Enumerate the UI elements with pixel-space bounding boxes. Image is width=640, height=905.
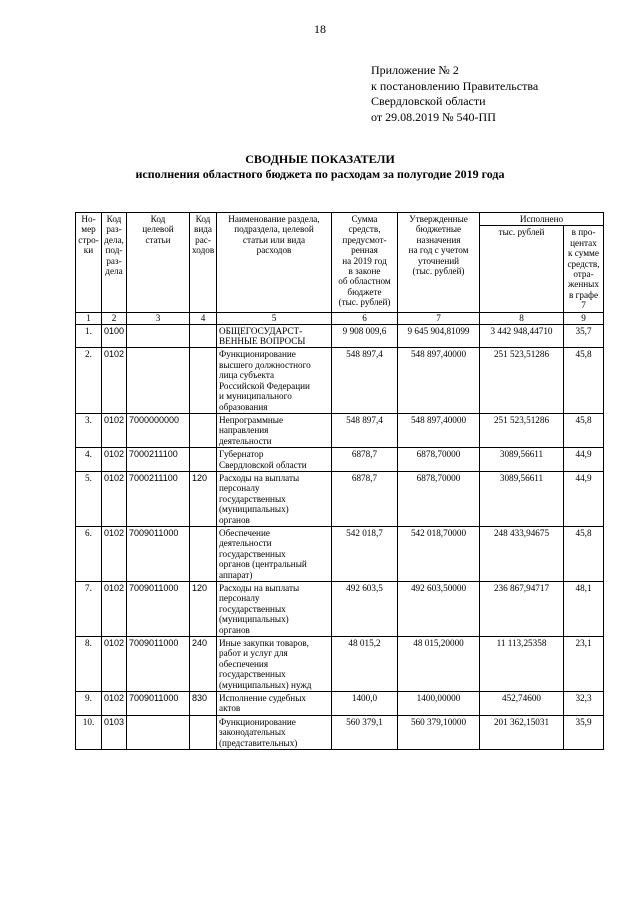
row-name-cell: Расходы на выплаты персоналу государственных (муниципальных) органов	[217, 471, 332, 526]
executed-cell: 236 867,94717	[480, 582, 564, 637]
executed-cell: 452,74600	[480, 692, 564, 716]
law-amount-cell: 9 908 009,6	[332, 324, 398, 348]
percent-cell: 35,9	[564, 715, 604, 749]
appendix-note	[371, 63, 538, 125]
executed-cell: 3089,56611	[480, 448, 564, 472]
row-number-cell: 7.	[76, 582, 102, 637]
table-row	[76, 348, 604, 413]
table-row	[76, 526, 604, 581]
column-number-cell: 6	[332, 312, 398, 324]
budget-table	[75, 212, 604, 750]
column-number-cell: 7	[398, 312, 480, 324]
appendix-line: Приложение № 2	[371, 63, 459, 77]
section-code-cell: 0102	[102, 692, 127, 716]
appendix-line: от 29.08.2019 № 540-ПП	[371, 109, 496, 124]
row-number-cell: 3.	[76, 413, 102, 447]
row-name-cell: Иные закупки товаров, работ и услуг для обеспечения государственных (муниципальных) нужд	[217, 637, 332, 692]
row-number-cell: 8.	[76, 637, 102, 692]
subtitle-line: исполнения областного бюджета по расходам за полугодие 2019 года	[135, 167, 505, 181]
executed-cell: 3 442 948,44710	[480, 324, 564, 348]
row-number-cell: 10.	[76, 715, 102, 749]
header-executed-percent: в про- центах к сумме средств, отра- женных в графе 7	[564, 226, 604, 312]
table-row	[76, 448, 604, 472]
percent-cell: 45,8	[564, 526, 604, 581]
approved-cell: 548 897,40000	[398, 413, 480, 447]
percent-cell: 48,1	[564, 582, 604, 637]
expense-type-cell	[190, 715, 217, 749]
law-amount-cell: 48 015,2	[332, 637, 398, 692]
target-code-cell	[127, 324, 190, 348]
section-code-cell: 0100	[102, 324, 127, 348]
law-amount-cell: 492 603,5	[332, 582, 398, 637]
table-row	[76, 471, 604, 526]
expense-type-cell	[190, 526, 217, 581]
approved-cell: 1400,00000	[398, 692, 480, 716]
section-code-cell: 0103	[102, 715, 127, 749]
executed-cell: 201 362,15031	[480, 715, 564, 749]
header-executed: Исполнено	[480, 213, 604, 226]
percent-cell: 44,9	[564, 448, 604, 472]
target-code-cell: 7000211100	[127, 471, 190, 526]
section-code-cell: 0102	[102, 582, 127, 637]
table-row	[76, 692, 604, 716]
target-code-cell: 7009011000	[127, 526, 190, 581]
target-code-cell: 7000000000	[127, 413, 190, 447]
approved-cell: 48 015,20000	[398, 637, 480, 692]
law-amount-cell: 548 897,4	[332, 413, 398, 447]
row-name-cell: Обеспечение деятельности государственных органов (центральный аппарат)	[217, 526, 332, 581]
row-name-cell: Непрограммные направления деятельности	[217, 413, 332, 447]
header-section-code: Код раз- дела, под- раз- дела	[102, 213, 127, 313]
approved-cell: 560 379,10000	[398, 715, 480, 749]
law-amount-cell: 6878,7	[332, 471, 398, 526]
header-row	[76, 213, 604, 226]
row-number-cell: 5.	[76, 471, 102, 526]
law-amount-cell: 542 018,7	[332, 526, 398, 581]
percent-cell: 44,9	[564, 471, 604, 526]
header-name: Наименование раздела, подраздела, целевой статьи или вида расходов	[217, 213, 332, 313]
percent-cell: 23,1	[564, 637, 604, 692]
approved-cell: 492 603,50000	[398, 582, 480, 637]
header-expense-type-code: Код вида рас- ходов	[190, 213, 217, 313]
row-name-cell: Расходы на выплаты персоналу государственных (муниципальных) органов	[217, 582, 332, 637]
section-code-cell: 0102	[102, 413, 127, 447]
percent-cell: 35,7	[564, 324, 604, 348]
executed-cell: 251 523,51286	[480, 348, 564, 413]
percent-cell: 45,8	[564, 413, 604, 447]
row-number-cell: 9.	[76, 692, 102, 716]
column-number-cell: 2	[102, 312, 127, 324]
appendix-line: Свердловской области	[371, 94, 486, 108]
title-line: СВОДНЫЕ ПОКАЗАТЕЛИ	[245, 152, 395, 166]
appendix-line: к постановлению Правительства	[371, 78, 539, 93]
column-number-cell: 4	[190, 312, 217, 324]
section-code-cell: 0102	[102, 637, 127, 692]
expense-type-cell: 120	[190, 471, 217, 526]
section-code-cell: 0102	[102, 471, 127, 526]
header-executed-thousands: тыс. рублей	[480, 226, 564, 312]
header-target-code: Код целевой статьи	[127, 213, 190, 313]
expense-type-cell	[190, 413, 217, 447]
section-code-cell: 0102	[102, 348, 127, 413]
table-row	[76, 324, 604, 348]
expense-type-cell: 240	[190, 637, 217, 692]
target-code-cell	[127, 715, 190, 749]
row-number-cell: 1.	[76, 324, 102, 348]
approved-cell: 9 645 904,81099	[398, 324, 480, 348]
expense-type-cell	[190, 448, 217, 472]
row-name-cell: Функционирование законодательных (представительных)	[217, 715, 332, 749]
target-code-cell	[127, 348, 190, 413]
row-name-cell: Функционирование высшего должностного лица субъекта Российской Федерации и муниципального образования	[217, 348, 332, 413]
column-number-cell: 8	[480, 312, 564, 324]
header-law-amount: Сумма средств, предусмот- ренная на 2019 год в законе об областном бюджете (тыс. рублей)	[332, 213, 398, 313]
target-code-cell: 7009011000	[127, 582, 190, 637]
law-amount-cell: 6878,7	[332, 448, 398, 472]
section-code-cell: 0102	[102, 526, 127, 581]
document-title	[0, 152, 640, 182]
page-number: 18	[314, 22, 326, 36]
law-amount-cell: 1400,0	[332, 692, 398, 716]
column-number-row	[76, 312, 604, 324]
column-number-cell: 9	[564, 312, 604, 324]
approved-cell: 548 897,40000	[398, 348, 480, 413]
section-code-cell: 0102	[102, 448, 127, 472]
row-name-cell: Губернатор Свердловской области	[217, 448, 332, 472]
column-number-cell: 1	[76, 312, 102, 324]
row-number-cell: 2.	[76, 348, 102, 413]
table-row	[76, 715, 604, 749]
expense-type-cell	[190, 324, 217, 348]
table-row	[76, 637, 604, 692]
table-row	[76, 582, 604, 637]
executed-cell: 11 113,25358	[480, 637, 564, 692]
expense-type-cell	[190, 348, 217, 413]
row-number-cell: 4.	[76, 448, 102, 472]
expense-type-cell: 120	[190, 582, 217, 637]
percent-cell: 45,8	[564, 348, 604, 413]
approved-cell: 542 018,70000	[398, 526, 480, 581]
header-row-num: Но- мер стро- ки	[76, 213, 102, 313]
target-code-cell: 7009011000	[127, 637, 190, 692]
executed-cell: 251 523,51286	[480, 413, 564, 447]
table-row	[76, 413, 604, 447]
expense-type-cell: 830	[190, 692, 217, 716]
row-number-cell: 6.	[76, 526, 102, 581]
percent-cell: 32,3	[564, 692, 604, 716]
column-number-cell: 5	[217, 312, 332, 324]
target-code-cell: 7009011000	[127, 692, 190, 716]
executed-cell: 248 433,94675	[480, 526, 564, 581]
target-code-cell: 7000211100	[127, 448, 190, 472]
row-name-cell: Исполнение судебных актов	[217, 692, 332, 716]
header-approved: Утвержденные бюджетные назначения на год с учетом уточнений (тыс. рублей)	[398, 213, 480, 313]
law-amount-cell: 560 379,1	[332, 715, 398, 749]
column-number-cell: 3	[127, 312, 190, 324]
approved-cell: 6878,70000	[398, 448, 480, 472]
executed-cell: 3089,56611	[480, 471, 564, 526]
law-amount-cell: 548 897,4	[332, 348, 398, 413]
row-name-cell: ОБЩЕГОСУДАРСТ- ВЕННЫЕ ВОПРОСЫ	[217, 324, 332, 348]
approved-cell: 6878,70000	[398, 471, 480, 526]
